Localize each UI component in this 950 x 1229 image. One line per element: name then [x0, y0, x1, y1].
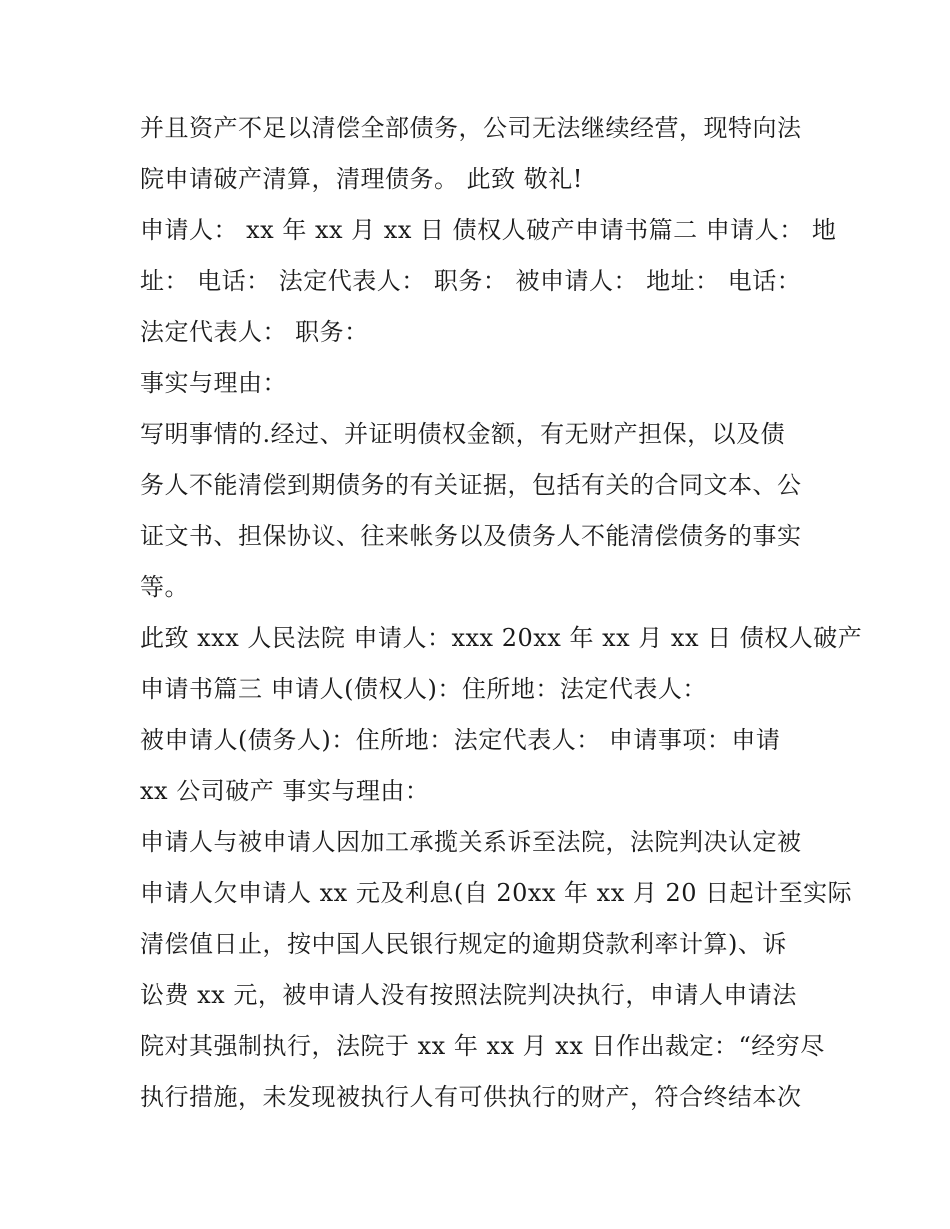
document-body: [140, 103, 863, 1123]
text-line: 址： 电话： 法定代表人： 职务： 被申请人： 地址： 电话：: [140, 267, 802, 295]
text-line: 申请人： xx 年 xx 月 xx 日 债权人破产申请书篇二 申请人： 地: [140, 216, 837, 244]
text-line: 院对其强制执行，法院于 xx 年 xx 月 xx 日作出裁定：“经穷尽: [140, 1032, 825, 1060]
text-line: 被申请人(债务人)：住所地：法定代表人： 申请事项：申请: [140, 726, 781, 754]
text-line: 申请书篇三 申请人(债权人)：住所地：法定代表人：: [140, 675, 707, 703]
text-line: 申请人欠申请人 xx 元及利息(自 20xx 年 xx 月 20 日起计至实际: [140, 879, 853, 907]
text-line: 证文书、担保协议、往来帐务以及债务人不能清偿债务的事实: [140, 522, 802, 550]
text-line: 并且资产不足以清偿全部债务，公司无法继续经营，现特向法: [140, 114, 802, 142]
text-line: 等。: [140, 573, 189, 601]
text-line: 写明事情的.经过、并证明债权金额，有无财产担保，以及债: [140, 420, 786, 448]
section-heading: 事实与理由：: [140, 369, 287, 397]
text-line: 执行措施，未发现被执行人有可供执行的财产，符合终结本次: [140, 1083, 802, 1111]
text-line: 法定代表人： 职务：: [140, 318, 369, 346]
text-line: xx 公司破产 事实与理由：: [140, 777, 430, 805]
text-line: 院申请破产清算，清理债务。 此致 敬礼!: [140, 165, 583, 193]
text-line: 此致 xxx 人民法院 申请人：xxx 20xx 年 xx 月 xx 日 债权人破产: [140, 624, 863, 652]
text-line: 清偿值日止，按中国人民银行规定的逾期贷款利率计算)、诉: [140, 930, 787, 958]
text-line: 务人不能清偿到期债务的有关证据，包括有关的合同文本、公: [140, 471, 802, 499]
text-line: 申请人与被申请人因加工承揽关系诉至法院，法院判决认定被: [140, 828, 802, 856]
text-line: 讼费 xx 元，被申请人没有按照法院判决执行，申请人申请法: [140, 981, 797, 1009]
